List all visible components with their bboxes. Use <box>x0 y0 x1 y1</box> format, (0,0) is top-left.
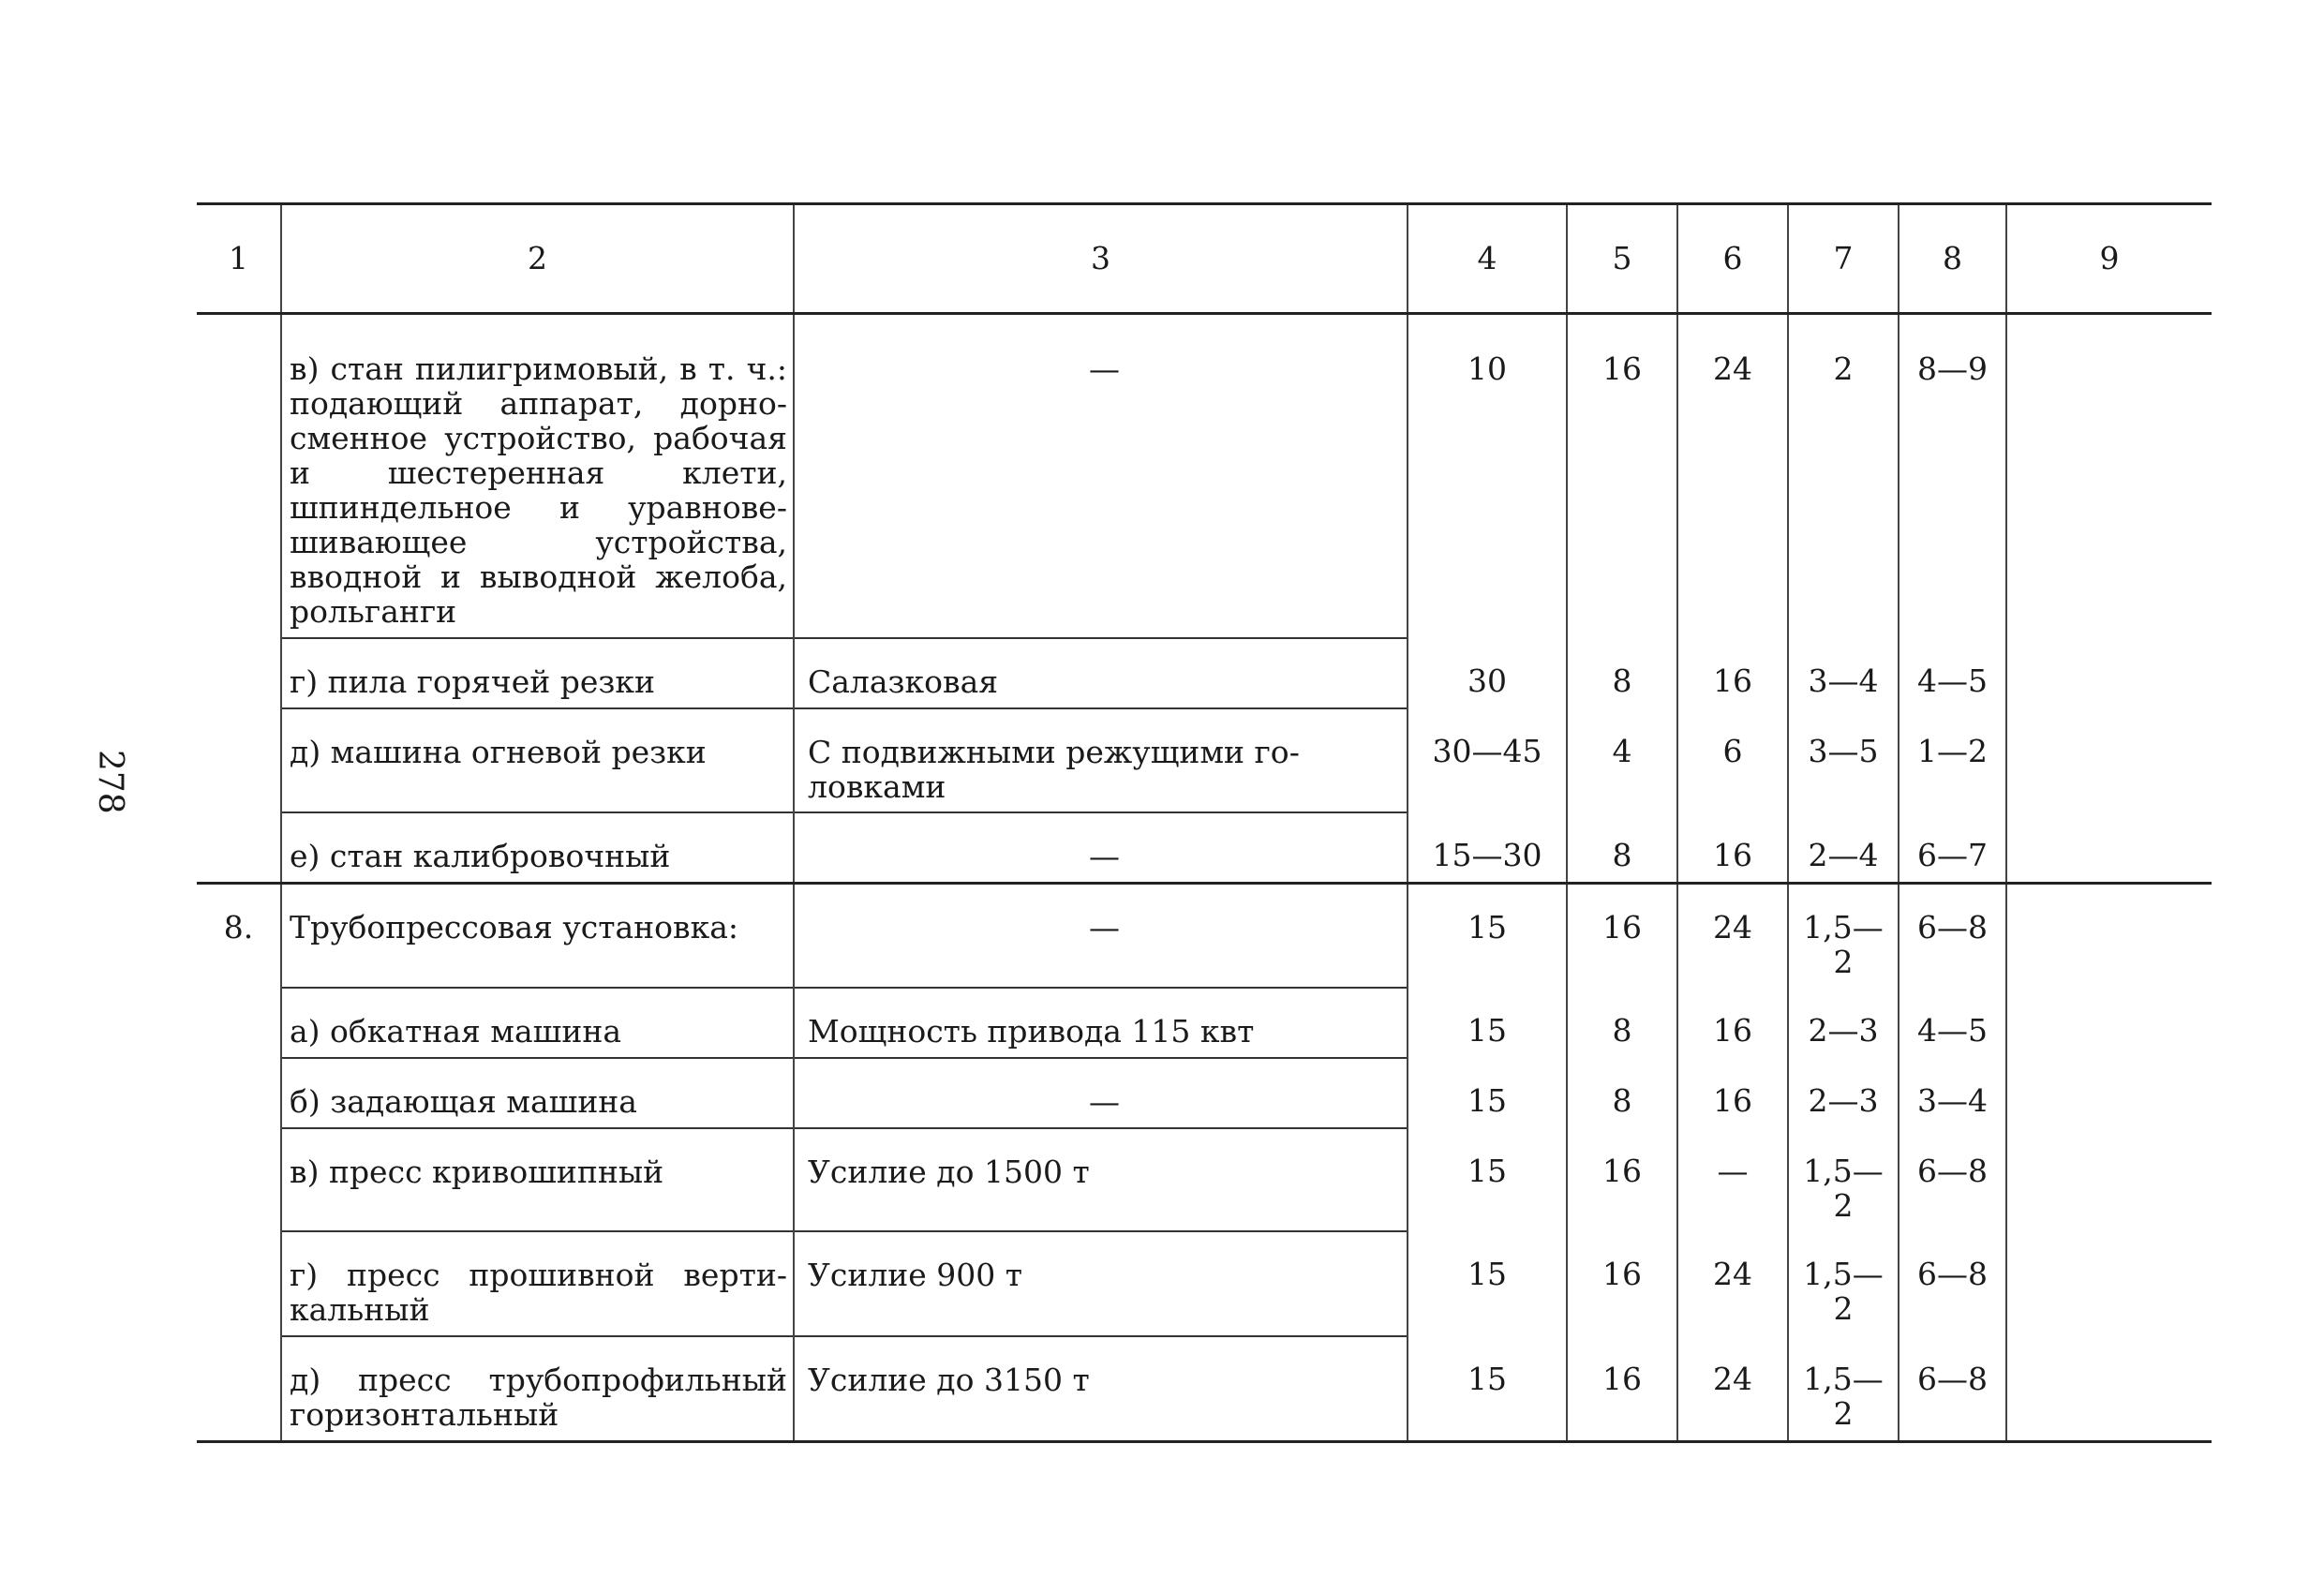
cell-col8: 8—9 <box>1899 314 2006 638</box>
header-row <box>197 204 2212 314</box>
cell-col9 <box>2006 812 2212 883</box>
cell-col5: 8 <box>1567 812 1677 883</box>
item-number <box>197 1336 281 1441</box>
cell-col6: 16 <box>1677 638 1788 708</box>
equipment-spec: С подвижными режущими головками <box>794 708 1408 813</box>
table-row <box>197 1231 2212 1336</box>
cell-col7: 1,5—2 <box>1788 1231 1899 1336</box>
table-row <box>197 638 2212 708</box>
cell-col8: 1—2 <box>1899 708 2006 813</box>
cell-col7: 1,5—2 <box>1788 1336 1899 1441</box>
cell-col4: 15 <box>1408 1128 1567 1231</box>
cell-col4: 15 <box>1408 1231 1567 1336</box>
equipment-name: д) пресс трубопрофильный горизонтальный <box>281 1336 794 1441</box>
equipment-name: а) обкатная машина <box>281 988 794 1058</box>
equipment-name: е) стан калибровочный <box>281 812 794 883</box>
cell-col4: 15 <box>1408 1058 1567 1128</box>
equipment-name: г) пресс прошивной вертикальный <box>281 1231 794 1336</box>
cell-col9 <box>2006 1231 2212 1336</box>
item-number <box>197 314 281 638</box>
cell-col6: 24 <box>1677 1336 1788 1441</box>
item-number <box>197 638 281 708</box>
cell-col5: 4 <box>1567 708 1677 813</box>
equipment-name: г) пила горячей резки <box>281 638 794 708</box>
table-header <box>197 204 2212 314</box>
cell-col7: 1,5—2 <box>1788 884 1899 988</box>
table-row <box>197 1336 2212 1441</box>
equipment-spec: — <box>794 884 1408 988</box>
cell-col4: 30 <box>1408 638 1567 708</box>
cell-col9 <box>2006 314 2212 638</box>
cell-col5: 8 <box>1567 638 1677 708</box>
cell-col8: 4—5 <box>1899 988 2006 1058</box>
cell-col8: 6—7 <box>1899 812 2006 883</box>
cell-col6: 6 <box>1677 708 1788 813</box>
cell-col7: 3—4 <box>1788 638 1899 708</box>
equipment-spec: Мощность привода 115 квт <box>794 988 1408 1058</box>
column-header-8: 8 <box>1899 204 2006 314</box>
equipment-name: Трубопрессовая установка: <box>281 884 794 988</box>
column-header-4: 4 <box>1408 204 1567 314</box>
column-header-9: 9 <box>2006 204 2212 314</box>
page-number: 278 <box>91 750 129 814</box>
equipment-spec: Усилие до 3150 т <box>794 1336 1408 1441</box>
cell-col5: 8 <box>1567 1058 1677 1128</box>
cell-col8: 6—8 <box>1899 1336 2006 1441</box>
cell-col6: 24 <box>1677 884 1788 988</box>
column-header-5: 5 <box>1567 204 1677 314</box>
item-number: 8. <box>197 884 281 988</box>
equipment-spec: — <box>794 314 1408 638</box>
item-number <box>197 708 281 813</box>
cell-col8: 3—4 <box>1899 1058 2006 1128</box>
cell-col8: 4—5 <box>1899 638 2006 708</box>
cell-col9 <box>2006 1058 2212 1128</box>
column-header-2: 2 <box>281 204 794 314</box>
item-number <box>197 812 281 883</box>
cell-col5: 16 <box>1567 1128 1677 1231</box>
cell-col7: 2—3 <box>1788 1058 1899 1128</box>
cell-col9 <box>2006 1128 2212 1231</box>
cell-col7: 3—5 <box>1788 708 1899 813</box>
cell-col6: 16 <box>1677 812 1788 883</box>
equipment-table <box>197 202 2212 1443</box>
cell-col9 <box>2006 708 2212 813</box>
column-header-7: 7 <box>1788 204 1899 314</box>
cell-col6: 24 <box>1677 314 1788 638</box>
table-row <box>197 314 2212 638</box>
cell-col7: 1,5—2 <box>1788 1128 1899 1231</box>
item-number <box>197 988 281 1058</box>
equipment-spec: Усилие до 1500 т <box>794 1128 1408 1231</box>
column-header-1: 1 <box>197 204 281 314</box>
item-number <box>197 1128 281 1231</box>
cell-col5: 8 <box>1567 988 1677 1058</box>
equipment-name: в) пресс кривошипный <box>281 1128 794 1231</box>
equipment-name: в) стан пилигримовый, в т. ч.: подающий аппарат, дорносменное устройство, рабочая и шестеренная клети, шпиндельное и уравновешивающее устройства, вводной и выводной желоба, рольганги <box>281 314 794 638</box>
cell-col5: 16 <box>1567 1336 1677 1441</box>
cell-col4: 15 <box>1408 884 1567 988</box>
column-header-6: 6 <box>1677 204 1788 314</box>
equipment-spec: — <box>794 1058 1408 1128</box>
item-number <box>197 1058 281 1128</box>
column-header-3: 3 <box>794 204 1408 314</box>
cell-col8: 6—8 <box>1899 1128 2006 1231</box>
cell-col7: 2 <box>1788 314 1899 638</box>
cell-col5: 16 <box>1567 314 1677 638</box>
cell-col9 <box>2006 988 2212 1058</box>
cell-col5: 16 <box>1567 1231 1677 1336</box>
equipment-name: б) задающая машина <box>281 1058 794 1128</box>
cell-col7: 2—3 <box>1788 988 1899 1058</box>
cell-col6: 16 <box>1677 1058 1788 1128</box>
equipment-spec: Усилие 900 т <box>794 1231 1408 1336</box>
cell-col9 <box>2006 884 2212 988</box>
cell-col4: 15—30 <box>1408 812 1567 883</box>
cell-col4: 15 <box>1408 988 1567 1058</box>
table-row <box>197 988 2212 1058</box>
cell-col8: 6—8 <box>1899 1231 2006 1336</box>
table-row <box>197 812 2212 883</box>
cell-col7: 2—4 <box>1788 812 1899 883</box>
equipment-spec: — <box>794 812 1408 883</box>
item-number <box>197 1231 281 1336</box>
cell-col6: — <box>1677 1128 1788 1231</box>
cell-col6: 16 <box>1677 988 1788 1058</box>
table-row <box>197 1128 2212 1231</box>
cell-col9 <box>2006 638 2212 708</box>
equipment-name: д) машина огневой резки <box>281 708 794 813</box>
table-row <box>197 708 2212 813</box>
cell-col8: 6—8 <box>1899 884 2006 988</box>
cell-col5: 16 <box>1567 884 1677 988</box>
table-body <box>197 314 2212 1442</box>
table-row <box>197 1058 2212 1128</box>
cell-col4: 15 <box>1408 1336 1567 1441</box>
cell-col9 <box>2006 1336 2212 1441</box>
cell-col6: 24 <box>1677 1231 1788 1336</box>
table-row <box>197 884 2212 988</box>
cell-col4: 30—45 <box>1408 708 1567 813</box>
equipment-spec: Салазковая <box>794 638 1408 708</box>
cell-col4: 10 <box>1408 314 1567 638</box>
